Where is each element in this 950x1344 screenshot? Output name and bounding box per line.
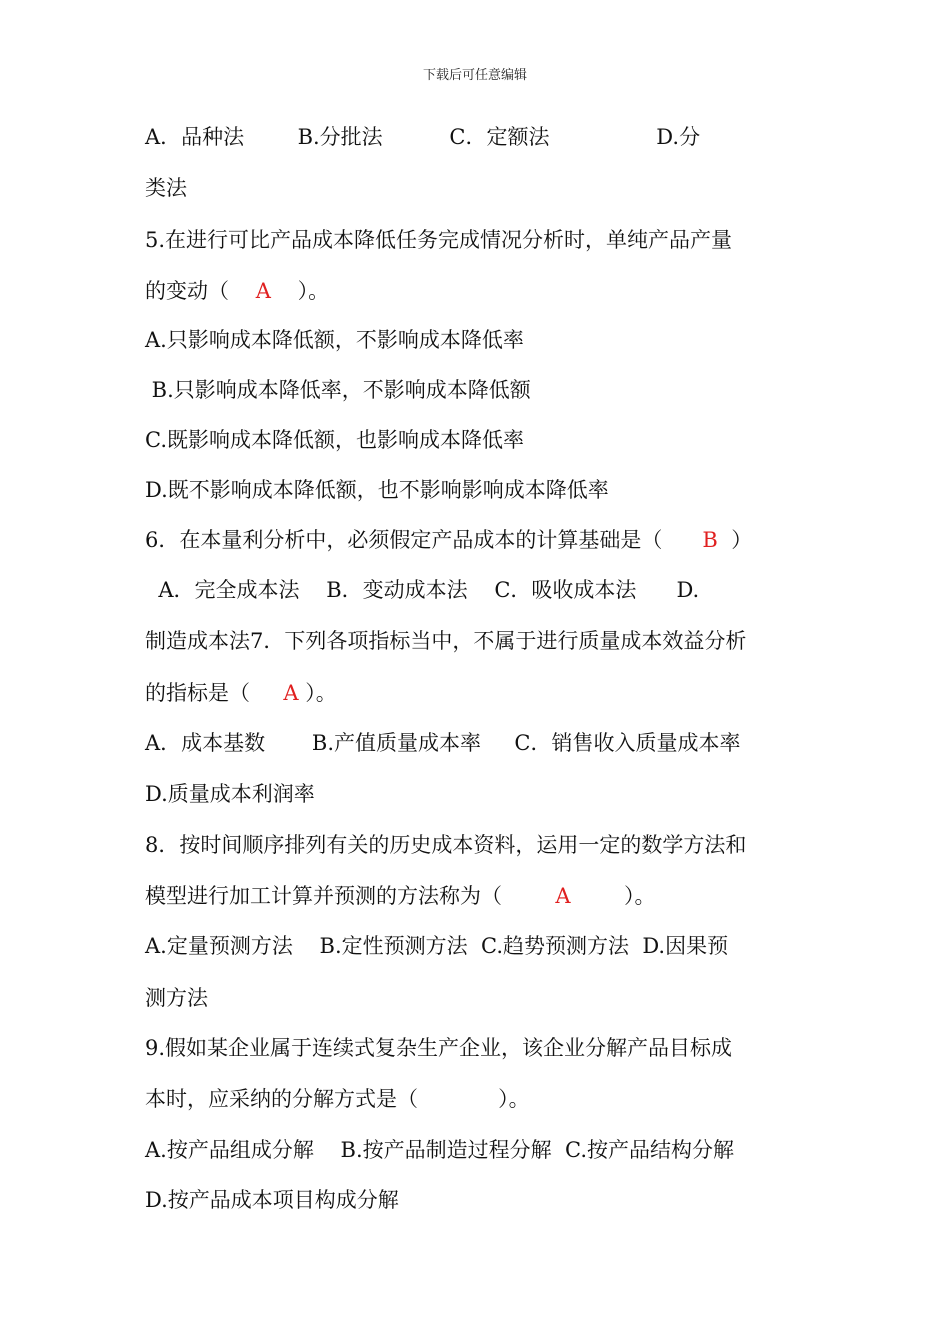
- text-line: [145, 832, 746, 858]
- line-text: 测方法: [145, 986, 208, 1010]
- line-text: ）。: [570, 884, 656, 908]
- text-line: [145, 377, 531, 403]
- text-line: [145, 933, 728, 959]
- line-text: A.按产品组成分解 B.按产品制造过程分解 C.按产品结构分解: [145, 1138, 734, 1162]
- text-line: [145, 477, 609, 503]
- line-text: C.既影响成本降低额，也影响成本降低率: [145, 428, 524, 452]
- answer-mark: A: [255, 279, 271, 303]
- line-text: A．品种法 B.分批法 C．定额法 D.分: [145, 125, 701, 149]
- line-text: 制造成本法7．下列各项指标当中，不属于进行质量成本效益分析: [145, 629, 747, 653]
- line-text: A.只影响成本降低额，不影响成本降低率: [145, 328, 524, 352]
- line-text: B.只影响成本降低率，不影响成本降低额: [145, 378, 531, 402]
- text-line: [145, 628, 746, 654]
- line-text: A．成本基数 B.产值质量成本率 C．销售收入质量成本率: [145, 731, 741, 755]
- line-text: D.按产品成本项目构成分解: [145, 1188, 399, 1212]
- text-line: [145, 883, 655, 909]
- text-line: [145, 781, 315, 807]
- text-line: [145, 1137, 734, 1163]
- line-text: 本时，应采纳的分解方式是（ ）。: [145, 1087, 530, 1111]
- text-line: [145, 730, 740, 756]
- answer-mark: A: [555, 884, 571, 908]
- line-text: 模型进行加工计算并预测的方法称为（: [145, 884, 556, 908]
- text-line: [145, 1187, 399, 1213]
- page-header: 下载后可任意编辑: [422, 68, 527, 83]
- text-line: [145, 278, 329, 304]
- answer-mark: B: [702, 528, 718, 552]
- line-text: 类法: [145, 176, 187, 200]
- line-text: 的指标是（: [145, 681, 284, 705]
- text-line: [145, 175, 187, 201]
- line-text: 的变动（: [145, 279, 256, 303]
- line-text: ）: [717, 528, 753, 552]
- line-text: 6．在本量利分析中，必须假定产品成本的计算基础是（: [145, 528, 703, 552]
- line-text: ）。: [298, 681, 337, 705]
- line-text: 9.假如某企业属于连续式复杂生产企业，该企业分解产品目标成: [145, 1036, 733, 1060]
- text-line: [145, 680, 337, 706]
- answer-mark: A: [283, 681, 299, 705]
- text-line: [145, 985, 208, 1011]
- text-line: [145, 577, 699, 603]
- text-line: [145, 1086, 530, 1112]
- text-line: [145, 427, 524, 453]
- line-text: A．完全成本法 B．变动成本法 C．吸收成本法 D.: [145, 578, 700, 602]
- text-line: [145, 124, 700, 150]
- text-line: [145, 527, 752, 553]
- line-text: 5.在进行可比产品成本降低任务完成情况分析时，单纯产品产量: [145, 228, 733, 252]
- line-text: D.既不影响成本降低额，也不影响影响成本降低率: [145, 478, 609, 502]
- line-text: 8．按时间顺序排列有关的历史成本资料，运用一定的数学方法和: [145, 833, 747, 857]
- text-line: [145, 327, 524, 353]
- text-line: [145, 1035, 732, 1061]
- text-line: [145, 227, 732, 253]
- line-text: A.定量预测方法 B.定性预测方法 C.趋势预测方法 D.因果预: [145, 934, 729, 958]
- line-text: D.质量成本利润率: [145, 782, 315, 806]
- line-text: ）。: [270, 279, 330, 303]
